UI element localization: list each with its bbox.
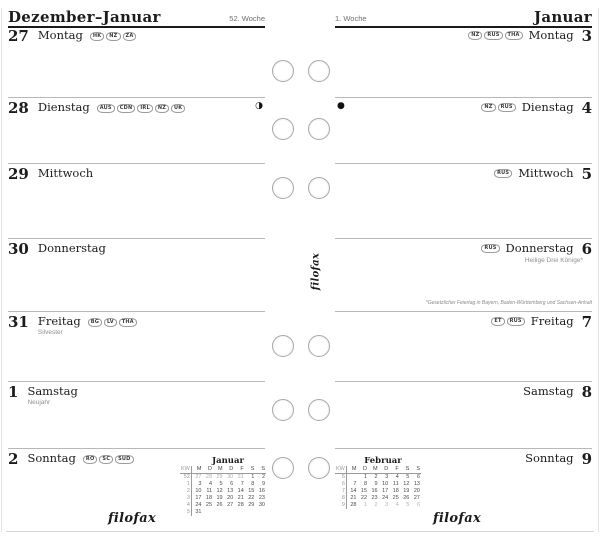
day-cell: 27: [227, 502, 234, 508]
day-cell: 20: [413, 488, 420, 494]
day-cell: 3: [198, 481, 202, 487]
binder-hole: [308, 118, 330, 140]
day-cell: 27: [413, 495, 420, 501]
day-cell: 9: [374, 481, 378, 487]
kw-cell: 5: [180, 509, 191, 516]
day-header: S: [245, 466, 256, 474]
date-number: 9: [581, 450, 592, 468]
day-cell: 9: [261, 481, 265, 487]
day-head: [335, 449, 592, 466]
moon-phase-icon: ◑: [255, 101, 263, 111]
day-head: [8, 312, 265, 336]
binder-hole: [272, 118, 294, 140]
date-number: 29: [8, 165, 29, 183]
day-head: [335, 26, 592, 43]
binder-hole: [308, 177, 330, 199]
day-cell: 19: [403, 488, 410, 494]
day-cell: 12: [403, 481, 410, 487]
day-cell: 10: [382, 481, 389, 487]
holiday-badges: [481, 244, 499, 253]
day-header: D: [224, 466, 235, 474]
day-name-label: Montag: [528, 28, 574, 42]
day-cell: 30: [258, 502, 265, 508]
day-cell: 24: [195, 502, 202, 508]
day-head: [8, 239, 265, 256]
day-cell: 16: [258, 488, 265, 494]
day-cell: 4: [208, 481, 213, 487]
day-cell: 3: [385, 502, 389, 508]
day-cell: 8: [363, 481, 368, 487]
binder-hole: [272, 399, 294, 421]
day-cell: 31: [237, 474, 244, 480]
holiday-badges: [88, 317, 137, 328]
right-page: [300, 0, 600, 540]
day-head: [8, 26, 265, 43]
holiday-badge: BG: [88, 318, 102, 327]
date-number: 30: [8, 240, 29, 258]
day-name-block: [38, 167, 93, 180]
day-name-block: [27, 385, 77, 406]
holiday-badges: [83, 454, 134, 465]
holiday-badges: [468, 31, 522, 40]
holiday-badge: RUS: [507, 317, 525, 326]
day-cell: 17: [195, 495, 202, 501]
holiday-badge: AUS: [97, 104, 115, 113]
date-number: 31: [8, 313, 29, 331]
right-page-header: [335, 5, 592, 28]
day-header: M: [191, 466, 202, 474]
day-cell: 6: [416, 474, 420, 480]
day-name-line: [27, 452, 133, 465]
day-head: [335, 239, 592, 256]
day-cell: 27: [195, 474, 202, 480]
left-page-header: [8, 5, 265, 28]
date-number: 4: [581, 99, 592, 117]
day-head: [335, 98, 592, 115]
day-row-freitag-7: [335, 311, 592, 381]
day-head: [335, 312, 592, 329]
right-page-title: Januar: [533, 8, 592, 26]
kw-cell: 2: [180, 488, 191, 495]
day-cell: 10: [195, 488, 202, 494]
day-name-label: Mittwoch: [37, 166, 94, 180]
day-cell: 17: [382, 488, 389, 494]
day-name-label: Dienstag: [37, 100, 90, 114]
day-cell: 30: [227, 474, 234, 480]
holiday-badge: SC: [99, 455, 113, 464]
day-name-line: [38, 242, 106, 255]
binder-hole: [272, 457, 294, 479]
day-name-label: Sonntag: [27, 451, 76, 465]
holiday-badge: RUS: [498, 103, 516, 112]
day-row-donnerstag-30: [8, 238, 265, 311]
mini-calendar-title: Februar: [364, 456, 402, 466]
holiday-badge: HK: [90, 32, 104, 41]
day-header: F: [234, 466, 245, 474]
day-header: S: [255, 466, 266, 474]
day-name-block: [38, 29, 137, 42]
day-cell: 3: [385, 474, 389, 480]
day-row-dienstag-4: [335, 97, 592, 163]
day-cell: 1: [363, 474, 368, 480]
day-head: [335, 164, 592, 181]
day-row-dienstag-28: [8, 97, 265, 163]
day-cell: 29: [216, 474, 223, 480]
day-cell: 6: [230, 481, 234, 487]
day-cell: 2: [374, 474, 378, 480]
day-name-line: [38, 167, 93, 180]
filofax-logo-vertical: filofax: [310, 252, 322, 291]
holiday-badges: [491, 317, 524, 326]
day-row-mittwoch-5: [335, 163, 592, 238]
holiday-badge: IRL: [137, 104, 153, 113]
day-row-mittwoch-29: [8, 163, 265, 238]
day-head: [335, 382, 592, 399]
day-cell: 28: [205, 474, 213, 480]
day-subtitle: Silvester: [37, 329, 63, 336]
kw-cell: 9: [335, 502, 346, 509]
day-subtitle: Heilige Drei Könige*: [524, 257, 583, 264]
mini-calendar-title: Januar: [212, 456, 244, 466]
day-head: [8, 449, 265, 466]
day-cell: 15: [248, 488, 255, 494]
day-name-label: Sonntag: [525, 451, 574, 465]
day-name-label: Montag: [37, 28, 83, 42]
day-cell: 4: [395, 502, 399, 508]
day-header: D: [357, 466, 368, 474]
day-row-donnerstag-6: [335, 238, 592, 311]
day-cell: 7: [240, 481, 244, 487]
holiday-badge: NZ: [468, 31, 482, 40]
day-cell: 26: [216, 502, 223, 508]
day-header: M: [213, 466, 224, 474]
day-cell: 5: [406, 474, 410, 480]
holiday-badge: ET: [491, 317, 504, 326]
holiday-badges: [97, 103, 186, 114]
day-name-label: Samstag: [523, 384, 574, 398]
day-cell: 21: [237, 495, 244, 501]
date-number: 2: [8, 450, 19, 468]
day-name-line: [38, 101, 186, 114]
binder-hole: [308, 335, 330, 357]
day-cell: 18: [205, 495, 213, 501]
day-cell: 1: [363, 502, 368, 508]
day-cell: 15: [360, 488, 368, 494]
day-cell: 14: [237, 488, 244, 494]
kw-cell: 52: [180, 474, 191, 482]
date-number: 5: [581, 165, 592, 183]
day-cell: 18: [392, 488, 399, 494]
day-header: M: [346, 466, 357, 474]
day-header: F: [389, 466, 400, 474]
day-name-label: Donnerstag: [505, 241, 574, 255]
day-cell: 25: [392, 495, 399, 501]
day-row-montag-27: [8, 26, 265, 97]
day-cell: 11: [206, 488, 213, 494]
day-cell: 11: [393, 481, 399, 487]
date-number: 1: [8, 383, 19, 401]
day-head: [8, 382, 265, 406]
holiday-badge: RUS: [481, 244, 499, 253]
day-cell: 22: [360, 495, 368, 501]
day-cell: 6: [416, 502, 420, 508]
day-row-montag-3: [335, 26, 592, 97]
kw-cell: 4: [180, 502, 191, 509]
left-page-title: Dezember–Januar: [8, 8, 161, 26]
kw-cell: 5: [335, 474, 346, 482]
day-header: D: [379, 466, 390, 474]
holiday-badge: ZA: [123, 32, 137, 41]
day-cell: 25: [205, 502, 213, 508]
kw-cell: 6: [335, 481, 346, 488]
left-week-label: 52. Woche: [229, 14, 265, 23]
day-cell: 19: [216, 495, 223, 501]
day-cell: 5: [406, 502, 410, 508]
holiday-badges: [90, 31, 137, 42]
day-header: D: [202, 466, 213, 474]
kw-cell: 1: [180, 481, 191, 488]
day-cell: 23: [371, 495, 378, 501]
day-name-line: [27, 385, 77, 398]
date-number: 3: [581, 27, 592, 45]
day-cell: 13: [227, 488, 234, 494]
day-name-label: Freitag: [37, 314, 81, 328]
day-cell: 31: [195, 509, 202, 515]
day-row-samstag-1: [8, 381, 265, 448]
day-row-freitag-31: [8, 311, 265, 381]
day-cell: 7: [353, 481, 357, 487]
day-cell: 29: [248, 502, 255, 508]
day-name-block: [38, 101, 186, 114]
day-cell: 24: [382, 495, 389, 501]
date-number: 7: [581, 313, 592, 331]
day-cell: 16: [371, 488, 378, 494]
day-subtitle: Neujahr: [27, 399, 51, 406]
holiday-badge: RUS: [494, 169, 512, 178]
day-name-label: Donnerstag: [37, 241, 106, 255]
holiday-badge: THA: [505, 31, 523, 40]
filofax-logo-right: filofax: [433, 511, 482, 526]
holiday-footnote: *Gesetzlicher Feiertag in Bayern, Baden-Württemberg und Sachsen-Anhalt: [425, 300, 592, 306]
holiday-badge: NZ: [106, 32, 120, 41]
holiday-badges: [494, 169, 512, 178]
day-cell: 14: [350, 488, 357, 494]
holiday-badges: [481, 103, 515, 112]
binder-hole: [308, 60, 330, 82]
day-cell: 1: [251, 474, 255, 480]
day-row-sonntag-9: [335, 448, 592, 527]
date-number: 6: [581, 240, 592, 258]
day-name-label: Samstag: [27, 384, 78, 398]
holiday-badge: SUD: [115, 455, 133, 464]
day-header: S: [400, 466, 411, 474]
day-header: M: [368, 466, 379, 474]
day-cell: 5: [219, 481, 223, 487]
day-header: S: [410, 466, 421, 474]
day-cell: 28: [350, 502, 357, 508]
day-row-samstag-8: [335, 381, 592, 448]
holiday-badge: UK: [171, 104, 185, 113]
day-head: [8, 164, 265, 181]
holiday-badge: LV: [104, 318, 117, 327]
holiday-badge: THA: [119, 318, 137, 327]
day-cell: 23: [258, 495, 265, 501]
day-name-label: Mittwoch: [518, 166, 574, 180]
date-number: 28: [8, 99, 29, 117]
binder-hole: [308, 399, 330, 421]
day-cell: 20: [227, 495, 234, 501]
filofax-logo-left: filofax: [108, 511, 157, 526]
day-cell: 28: [237, 502, 244, 508]
right-week-label: 1. Woche: [335, 14, 367, 23]
day-cell: 22: [248, 495, 255, 501]
binder-hole: [272, 60, 294, 82]
holiday-badge: CDN: [117, 104, 136, 113]
day-cell: 2: [374, 502, 378, 508]
date-number: 8: [581, 383, 592, 401]
binder-hole: [272, 335, 294, 357]
holiday-badge: NZ: [155, 104, 169, 113]
binder-hole: [308, 457, 330, 479]
day-name-line: [38, 315, 137, 328]
kw-header: KW: [336, 466, 345, 472]
holiday-badge: RUS: [484, 31, 502, 40]
day-cell: 4: [395, 474, 399, 480]
kw-cell: 3: [180, 495, 191, 502]
date-number: 27: [8, 27, 29, 45]
holiday-badge: RO: [83, 455, 98, 464]
day-name-block: [38, 242, 106, 255]
moon-phase-icon: ●: [337, 101, 345, 111]
day-cell: 8: [251, 481, 255, 487]
day-head: [8, 98, 265, 115]
day-cell: 13: [413, 481, 420, 487]
day-name-block: [38, 315, 137, 336]
day-cell: 12: [216, 488, 223, 494]
day-cell: 26: [403, 495, 410, 501]
day-name-block: [27, 452, 133, 465]
kw-header: KW: [181, 466, 190, 472]
day-cell: 21: [350, 495, 357, 501]
day-name-label: Freitag: [530, 314, 574, 328]
day-row-sonntag-2: [8, 448, 265, 527]
kw-cell: 8: [335, 495, 346, 502]
binder-hole: [272, 177, 294, 199]
day-name-label: Dienstag: [521, 100, 574, 114]
day-cell: 2: [261, 474, 265, 480]
holiday-badge: NZ: [481, 103, 495, 112]
day-name-line: [38, 29, 137, 42]
kw-cell: 7: [335, 488, 346, 495]
